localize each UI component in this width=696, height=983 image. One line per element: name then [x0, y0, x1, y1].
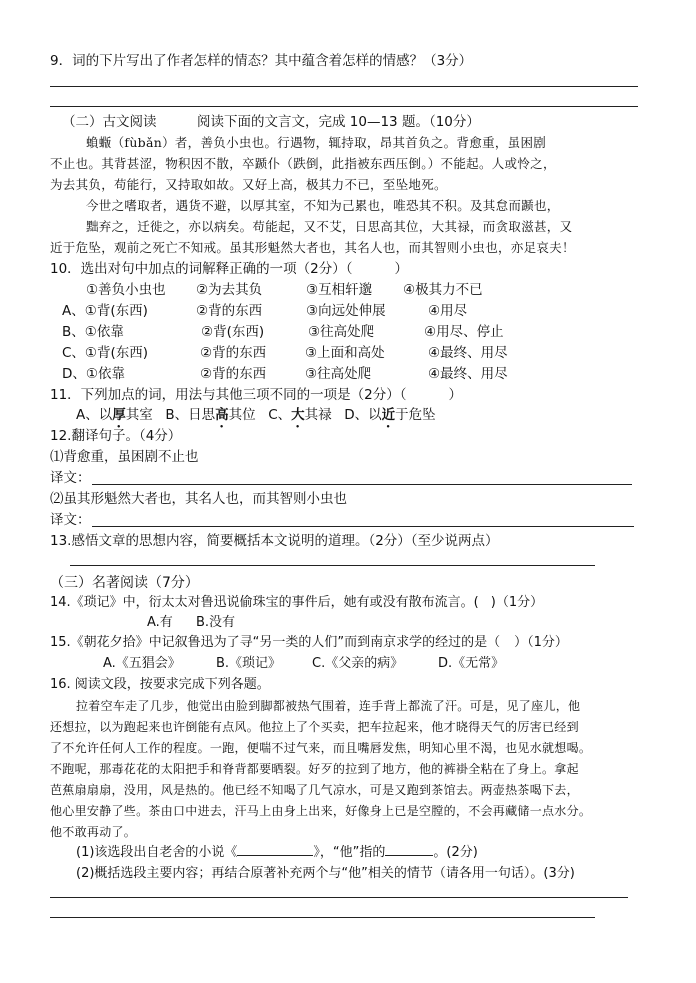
q15-option-a[interactable]: A.《五猖会》: [103, 656, 181, 671]
answer-line[interactable]: [50, 106, 638, 107]
passage-line: 芭蕉扇扇扇，没用，风是热的。他已经不知喝了几气凉水，可是又跑到茶馆去。两壶热茶喝下去，: [50, 783, 579, 797]
passage-line: 不跑呢，那毒花花的太阳把手和脊背都要晒裂。好歹的拉到了地方，他的裤褂全粘在了身上。拿起: [50, 762, 579, 776]
novel-title-blank[interactable]: [237, 843, 313, 856]
character-blank[interactable]: [385, 843, 433, 856]
q15-option-b[interactable]: B.《琐记》: [216, 656, 282, 671]
q12-translation-label-2: 译文：: [50, 512, 91, 528]
q10-option-d-4: ④最终、用尽: [428, 366, 508, 382]
section-2-title: （二）古文阅读: [62, 114, 157, 130]
question-16: 16. 阅读文段，按要求完成下列各题。: [50, 677, 270, 692]
question-10: [50, 259, 408, 279]
q11-option-d[interactable]: D、以近于危坠: [344, 407, 436, 423]
q10-option-c-3: ③上面和高处: [305, 345, 385, 361]
passage-line: 不止也。其背甚涩，物积因不散，卒踬仆（跌倒，此指被东西压倒。）不能起。人或怜之，: [50, 156, 556, 171]
q10-option-a-3: ③向远处伸展: [306, 303, 386, 319]
answer-line[interactable]: [70, 565, 595, 566]
passage-line: 今世之嗜取者，遇货不避，以厚其室，不知为己累也，唯恐其不积。及其怠而踬也，: [86, 198, 560, 213]
question-11-paren: ）: [448, 387, 463, 403]
q10-option-b-4: ④用尽、停止: [424, 324, 504, 340]
q10-option-c-2: ②背的东西: [200, 345, 267, 361]
question-15-stem: 15.《朝花夕拾》中记叙鲁迅为了寻“另一类的人们”而到南京求学的经过的是（: [50, 635, 501, 650]
q11-option-a[interactable]: A、以厚其室: [76, 407, 153, 423]
q10-sentence: ①善负小虫也: [86, 282, 166, 298]
q10-option-d[interactable]: D、①依靠: [62, 366, 125, 382]
question-13: 13.感悟文章的思想内容，简要概括本文说明的道理。（2分）（至少说两点）: [50, 533, 499, 549]
q15-option-c[interactable]: C.《父亲的病》: [312, 656, 404, 671]
passage-line: 拉着空车走了几步，他觉出由脸到脚都被热气围着，连手背上都流了汗。可是，见了座儿，他: [76, 699, 581, 713]
passage-line: 他心里安静了些。茶由口中进去，汗马上由身上出来，好像身上已是空膛的，不会再藏储一点水分。: [50, 804, 592, 818]
question-10-stem: 10．选出对句中加点的词解释正确的一项（2分）（: [50, 261, 353, 277]
q14-option-b[interactable]: B.没有: [196, 615, 236, 630]
section-2-instruction: 阅读下面的文言文，完成 10—13 题。（10分）: [197, 114, 480, 130]
question-11: [50, 385, 462, 405]
passage-line: 蝜蝂（fùbǎn）者，善负小虫也。行遇物，辄持取，昂其首负之。背愈重，虽困剧: [86, 135, 547, 150]
passage-line: 黜弃之，迁徙之，亦以病矣。苟能起，又不艾，日思高其位，大其禄，而贪取滋甚，又: [86, 219, 573, 234]
question-14: [50, 593, 543, 613]
question-15: [50, 633, 568, 653]
question-15-paren: ）（1分）: [514, 635, 568, 650]
question-12: 12.翻译句子。（4分）: [50, 428, 182, 444]
answer-line[interactable]: [92, 484, 632, 485]
q10-option-d-2: ②背的东西: [200, 366, 267, 382]
answer-line[interactable]: [50, 917, 595, 918]
q10-option-b-3: ③往高处爬: [308, 324, 375, 340]
q10-option-d-3: ③往高处爬: [305, 366, 372, 382]
q10-option-b-2: ②背(东西): [201, 324, 265, 340]
q10-option-a-4: ④用尽: [428, 303, 468, 319]
question-10-paren: ）: [394, 261, 409, 277]
section-3-title: （三）名著阅读（7分）: [50, 575, 199, 591]
q10-sentence: ④极其力不已: [403, 282, 483, 298]
q15-option-d[interactable]: D.《无常》: [438, 656, 505, 671]
q14-option-a[interactable]: A.有: [147, 615, 173, 630]
q10-sentence: ②为去其负: [196, 282, 263, 298]
answer-line[interactable]: [50, 86, 638, 87]
question-14-stem: 14.《琐记》中，衍太太对鲁迅说偷珠宝的事件后，她有或没有散布流言。(: [50, 595, 479, 610]
passage-line: 了不允许任何人工作的程度。一跑，便喘不过气来，而且嘴唇发焦，明知心里不渴，也见水就想喝。: [50, 741, 592, 755]
q10-option-c-4: ④最终、用尽: [428, 345, 508, 361]
passage-line: 还想拉，以为跑起来也许倒能有点风。他拉上了个买卖，把车拉起来，他才晓得天气的厉害已经到: [50, 720, 579, 734]
passage-line: 他不敢再动了。: [50, 825, 137, 839]
q12-sentence-2: ⑵虽其形魁然大者也，其名人也，而其智则小虫也: [50, 491, 347, 507]
answer-line[interactable]: [92, 526, 634, 527]
q10-sentence: ③互相轩邈: [306, 282, 373, 298]
q10-option-c[interactable]: C、①背(东西): [62, 345, 149, 361]
passage-line: 为去其负，苟能行，又持取如故。又好上高，极其力不已，至坠地死。: [50, 177, 447, 192]
q12-translation-label-1: 译文：: [50, 470, 91, 486]
q11-option-c[interactable]: C、大其禄: [268, 407, 332, 423]
passage-line: 近于危坠，观前之死亡不知戒。虽其形魁然大者也，其名人也，而其智则小虫也，亦足哀夫！: [50, 240, 575, 255]
answer-line[interactable]: [50, 897, 628, 898]
q16-subquestion-1: (1)该选段出自老舍的小说《 》，“他”指的 。(2分): [76, 845, 478, 860]
q16-subquestion-2: (2)概括选段主要内容；再结合原著补充两个与“他”相关的情节（请各用一句话）。(3分): [76, 866, 575, 881]
q10-option-b[interactable]: B、①依靠: [62, 324, 124, 340]
question-11-stem: 11．下列加点的词，用法与其他三项不同的一项是（2分）（: [50, 387, 407, 403]
q12-sentence-1: ⑴背愈重，虽困剧不止也: [50, 449, 199, 465]
question-9: 9．词的下片写出了作者怎样的情态？其中蕴含着怎样的情感？（3分）: [50, 53, 473, 69]
q10-option-a[interactable]: A、①背(东西): [62, 303, 148, 319]
q11-option-b[interactable]: B、日思高其位: [165, 407, 256, 423]
q10-option-a-2: ②背的东西: [196, 303, 263, 319]
question-14-paren: )（1分）: [490, 595, 544, 610]
